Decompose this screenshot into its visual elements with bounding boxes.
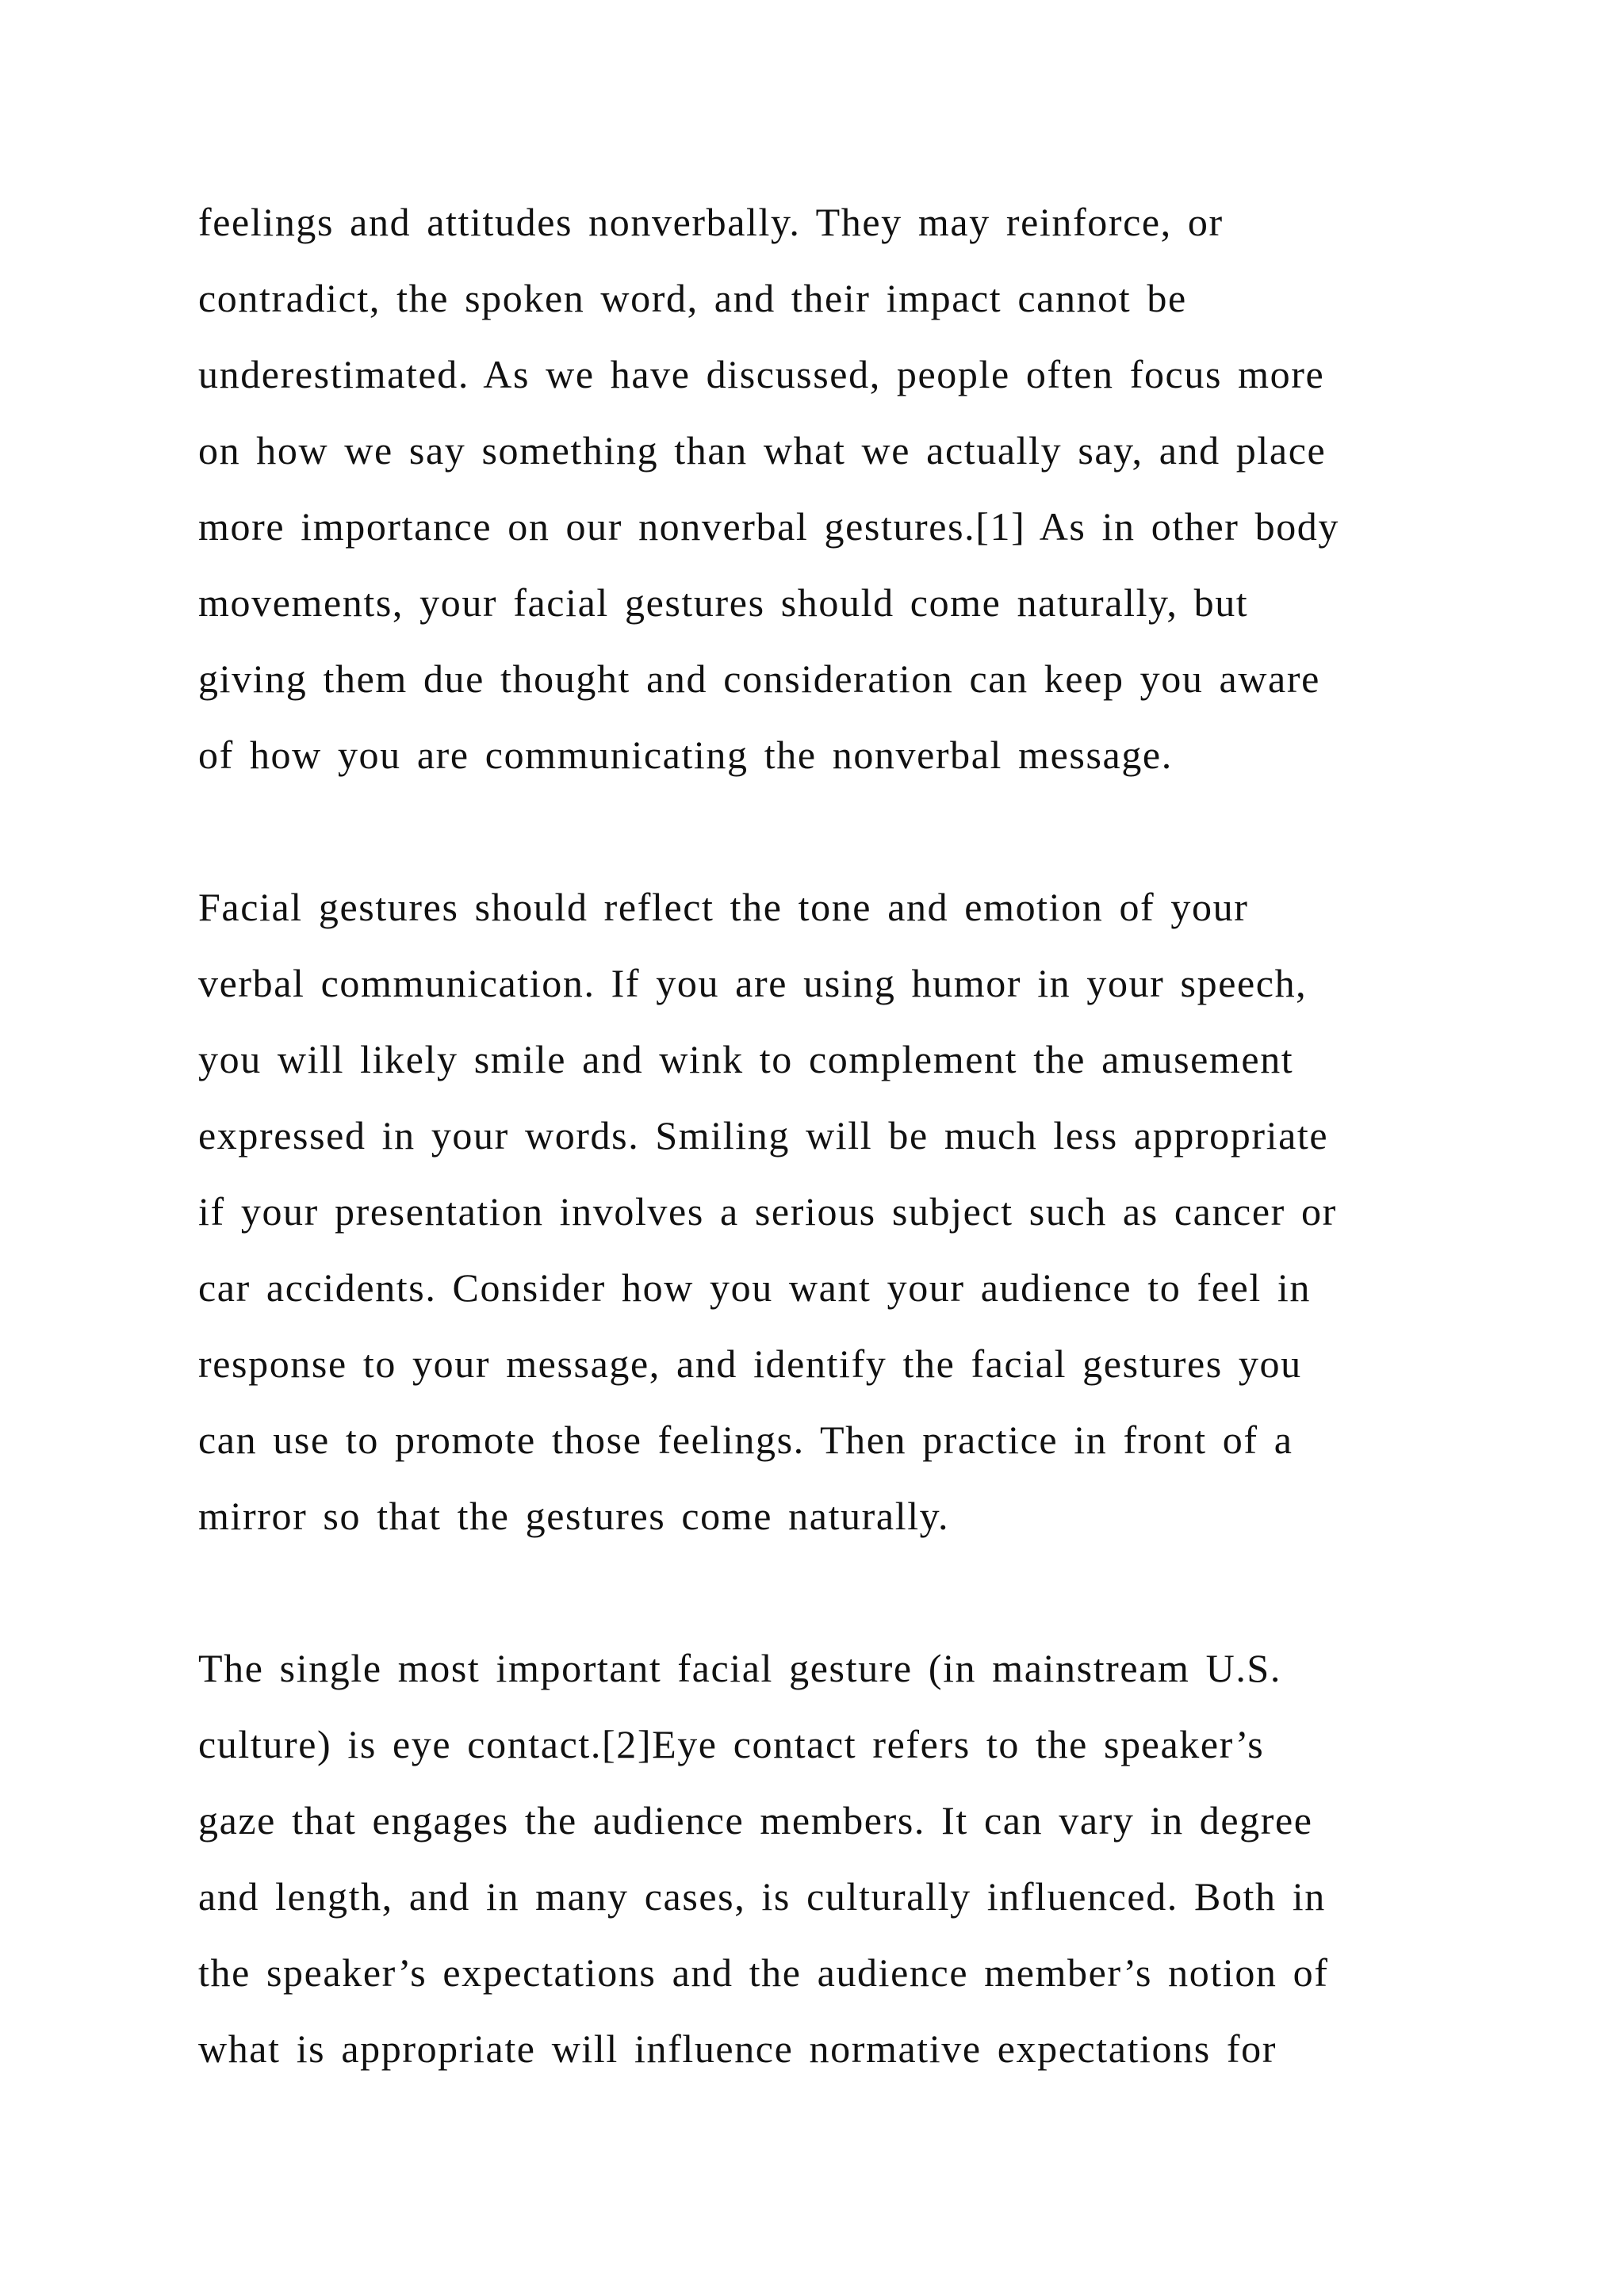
text-line: Facial gestures should reflect the tone and emotion of your: [198, 885, 1249, 929]
text-line: contradict, the spoken word, and their impact cannot be: [198, 276, 1187, 320]
text-line: the speaker’s expectations and the audience member’s notion of: [198, 1950, 1329, 1995]
text-line: of how you are communicating the nonverbal message.: [198, 733, 1173, 777]
text-line: on how we say something than what we actually say, and place: [198, 428, 1327, 473]
text-line: The single most important facial gesture (in mainstream U.S.: [198, 1646, 1281, 1690]
text-line: expressed in your words. Smiling will be much less appropriate: [198, 1113, 1329, 1158]
text-line: feelings and attitudes nonverbally. They may reinforce, or: [198, 200, 1224, 244]
text-line: culture) is eye contact.[2]Eye contact refers to the speaker’s: [198, 1722, 1265, 1766]
text-line: gaze that engages the audience members. It can vary in degree: [198, 1798, 1313, 1843]
paragraph-facial-gestures-intro: [198, 184, 1435, 793]
text-line: movements, your facial gestures should come naturally, but: [198, 580, 1249, 625]
text-line: can use to promote those feelings. Then practice in front of a: [198, 1418, 1293, 1462]
paragraph-tone-and-emotion: [198, 869, 1435, 1554]
text-line: car accidents. Consider how you want your audience to feel in: [198, 1265, 1312, 1310]
text-line: verbal communication. If you are using humor in your speech,: [198, 961, 1308, 1005]
text-line: giving them due thought and consideration can keep you aware: [198, 656, 1320, 701]
paragraph-eye-contact: [198, 1630, 1435, 2087]
text-line: response to your message, and identify the facial gestures you: [198, 1341, 1302, 1386]
text-line: what is appropriate will influence normative expectations for: [198, 2026, 1277, 2071]
text-line: you will likely smile and wink to complement the amusement: [198, 1037, 1294, 1081]
text-line: underestimated. As we have discussed, people often focus more: [198, 352, 1325, 396]
text-line: more importance on our nonverbal gestures.[1] As in other body: [198, 504, 1339, 549]
text-line: if your presentation involves a serious subject such as cancer or: [198, 1189, 1337, 1234]
text-line: and length, and in many cases, is culturally influenced. Both in: [198, 1874, 1326, 1919]
text-line: mirror so that the gestures come naturally.: [198, 1494, 950, 1538]
